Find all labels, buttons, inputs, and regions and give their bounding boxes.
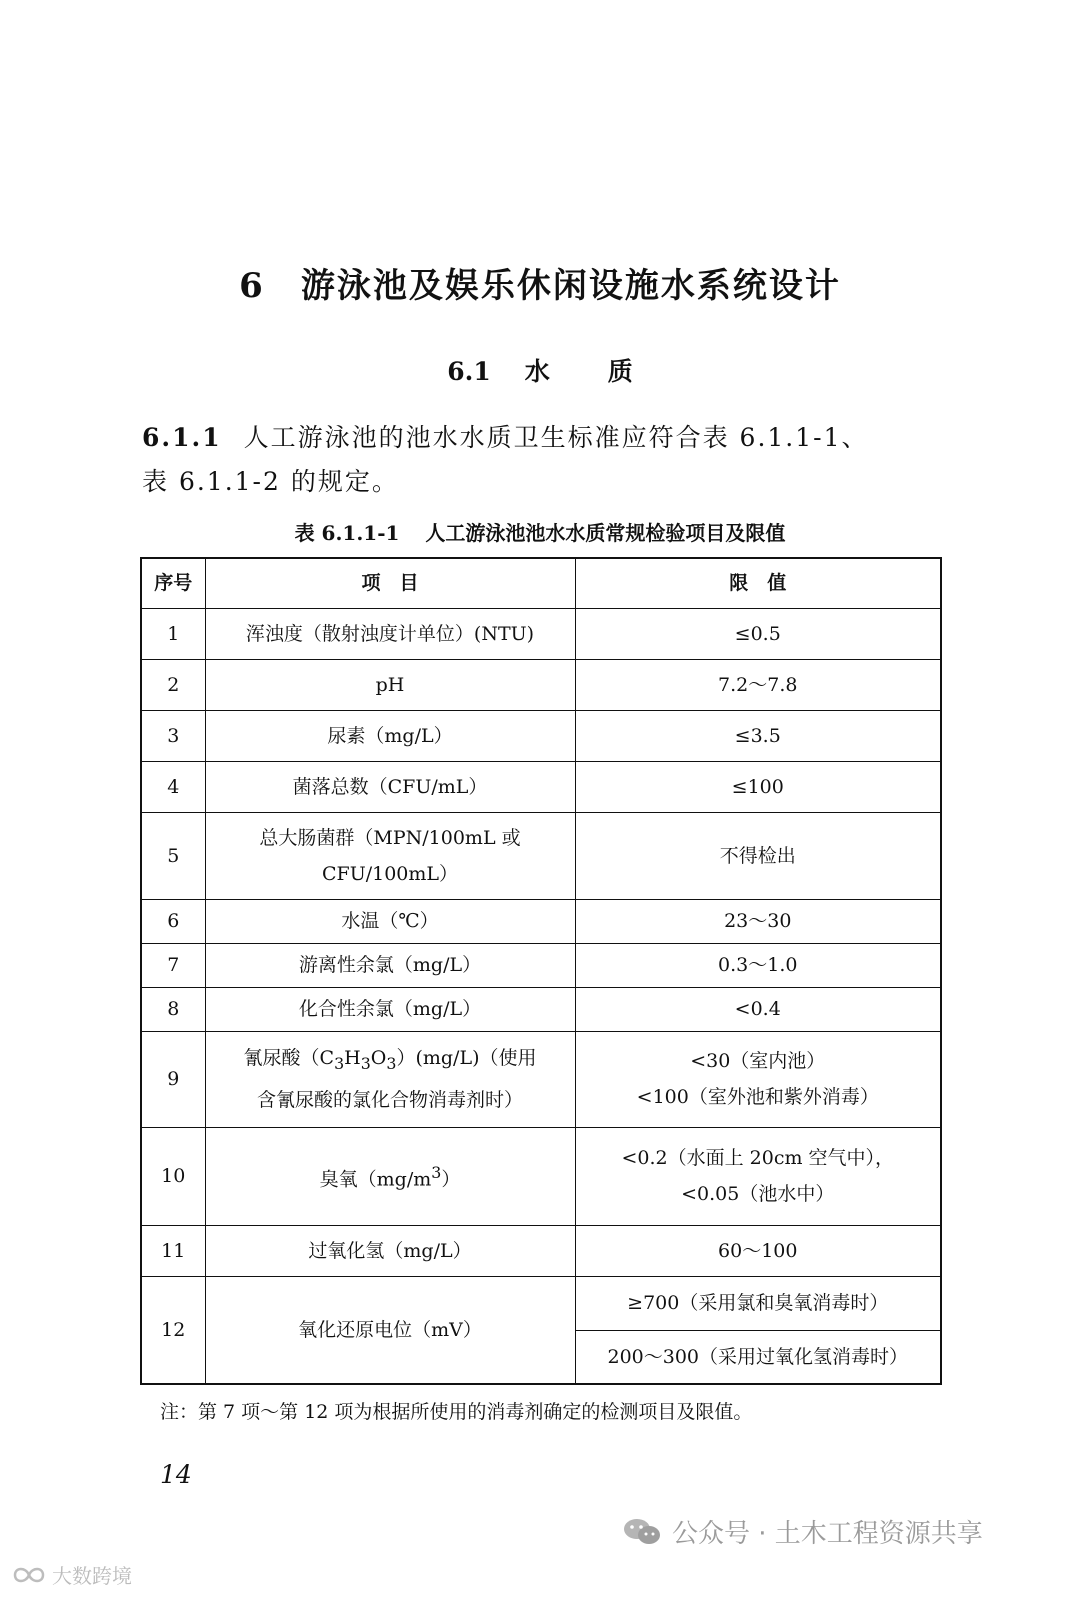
row-limit-a: ≥700（采用氯和臭氧消毒时） — [575, 1276, 941, 1330]
row-limit-line-2: <100（室外池和紫外消毒） — [636, 1086, 879, 1108]
row-number: 2 — [141, 659, 205, 710]
row-number: 7 — [141, 943, 205, 987]
row-item: 臭氧$(mg/m^3)$ — [205, 1127, 575, 1225]
row-number: 10 — [141, 1127, 205, 1225]
row-item: 菌落总数（CFU/mL） — [205, 761, 575, 812]
table-row — [141, 1127, 941, 1225]
row-item: 尿素（mg/L） — [205, 710, 575, 761]
row-number: 6 — [141, 899, 205, 943]
section-title-word-1: 水 — [524, 357, 550, 386]
row-number: 9 — [141, 1031, 205, 1127]
table-row — [141, 659, 941, 710]
row-limit: 60～100 — [575, 1225, 941, 1276]
row-item: pH — [205, 659, 575, 710]
row-limit: 0.3～1.0 — [575, 943, 941, 987]
row-limit-b: 200～300（采用过氧化氢消毒时） — [575, 1330, 941, 1384]
row-number: 4 — [141, 761, 205, 812]
table-row — [141, 987, 941, 1031]
row-item — [205, 1031, 575, 1127]
table-caption — [0, 517, 1080, 546]
section-title-word-2: 质 — [607, 357, 633, 386]
row-item — [205, 812, 575, 899]
row-limit: 23～30 — [575, 899, 941, 943]
section-number: 6.1 — [447, 357, 491, 386]
chapter-number: 6 — [239, 266, 265, 306]
row-item: 化合性余氯（mg/L） — [205, 987, 575, 1031]
row-limit-line-2: <0.05（池水中） — [681, 1183, 835, 1205]
row-item-line-2: CFU/100mL） — [321, 862, 459, 885]
row-limit: ≤3.5 — [575, 710, 941, 761]
clause-text-line-2: 表 6.1.1-2 的规定。 — [142, 467, 399, 496]
table-row — [141, 608, 941, 659]
brand-logo-text: 大数跨境 — [52, 1564, 132, 1588]
row-number: 12 — [141, 1276, 205, 1384]
row-limit: <0.4 — [575, 987, 941, 1031]
table-caption-title: 人工游泳池池水水质常规检验项目及限值 — [425, 521, 786, 545]
table-row — [141, 710, 941, 761]
table-row — [141, 899, 941, 943]
watermark-text: 公众号 · 土木工程资源共享 — [672, 1519, 983, 1549]
table-row — [141, 761, 941, 812]
row-limit-line-1: <0.2（水面上 20cm 空气中）， — [621, 1147, 895, 1169]
row-item: 过氧化氢（mg/L） — [205, 1225, 575, 1276]
row-limit — [575, 1127, 941, 1225]
section-title — [0, 352, 1080, 388]
row-item-line-2: 含氰尿酸的氯化合物消毒剂时） — [256, 1088, 523, 1111]
watermark — [622, 1513, 983, 1550]
table-row — [141, 812, 941, 899]
table-row — [141, 943, 941, 987]
clause-paragraph — [142, 416, 962, 504]
chapter-title — [0, 258, 1080, 307]
table-caption-number: 表 6.1.1-1 — [294, 521, 400, 545]
header-item: 项 目 — [205, 558, 575, 608]
row-item: 浑浊度（散射浊度计单位）(NTU) — [205, 608, 575, 659]
row-limit: 不得检出 — [575, 812, 941, 899]
header-no: 序号 — [141, 558, 205, 608]
brand-logo-icon — [12, 1563, 46, 1587]
row-number: 3 — [141, 710, 205, 761]
row-limit: 7.2～7.8 — [575, 659, 941, 710]
header-limit: 限 值 — [575, 558, 941, 608]
table-row — [141, 1031, 941, 1127]
row-limit: ≤0.5 — [575, 608, 941, 659]
chapter-title-text: 游泳池及娱乐休闲设施水系统设计 — [300, 266, 841, 306]
wechat-icon — [622, 1517, 662, 1547]
row-item: 游离性余氯（mg/L） — [205, 943, 575, 987]
table-note: 注：第 7 项～第 12 项为根据所使用的消毒剂确定的检测项目及限值。 — [160, 1401, 753, 1423]
table-row — [141, 1225, 941, 1276]
row-item-line-1: 氰尿酸$(C_3H_3O_3)(mg/L)$（使用 — [243, 1047, 537, 1073]
clause-text-line-1: 人工游泳池的池水水质卫生标准应符合表 6.1.1-1、 — [243, 423, 869, 452]
table-row — [141, 1276, 941, 1330]
row-limit — [575, 1031, 941, 1127]
clause-number: 6.1.1 — [142, 423, 222, 452]
brand-logo — [12, 1560, 132, 1589]
row-number: 1 — [141, 608, 205, 659]
water-quality-table — [140, 557, 942, 1385]
table-header-row — [141, 558, 941, 608]
row-number: 5 — [141, 812, 205, 899]
row-item-line-1: 总大肠菌群（MPN/100mL 或 — [259, 826, 521, 849]
row-item: 水温（℃） — [205, 899, 575, 943]
row-item: 氧化还原电位（mV） — [205, 1276, 575, 1384]
row-limit-line-1: <30（室内池） — [690, 1050, 826, 1072]
page-number: 14 — [160, 1460, 192, 1489]
row-number: 11 — [141, 1225, 205, 1276]
row-number: 8 — [141, 987, 205, 1031]
row-limit: ≤100 — [575, 761, 941, 812]
